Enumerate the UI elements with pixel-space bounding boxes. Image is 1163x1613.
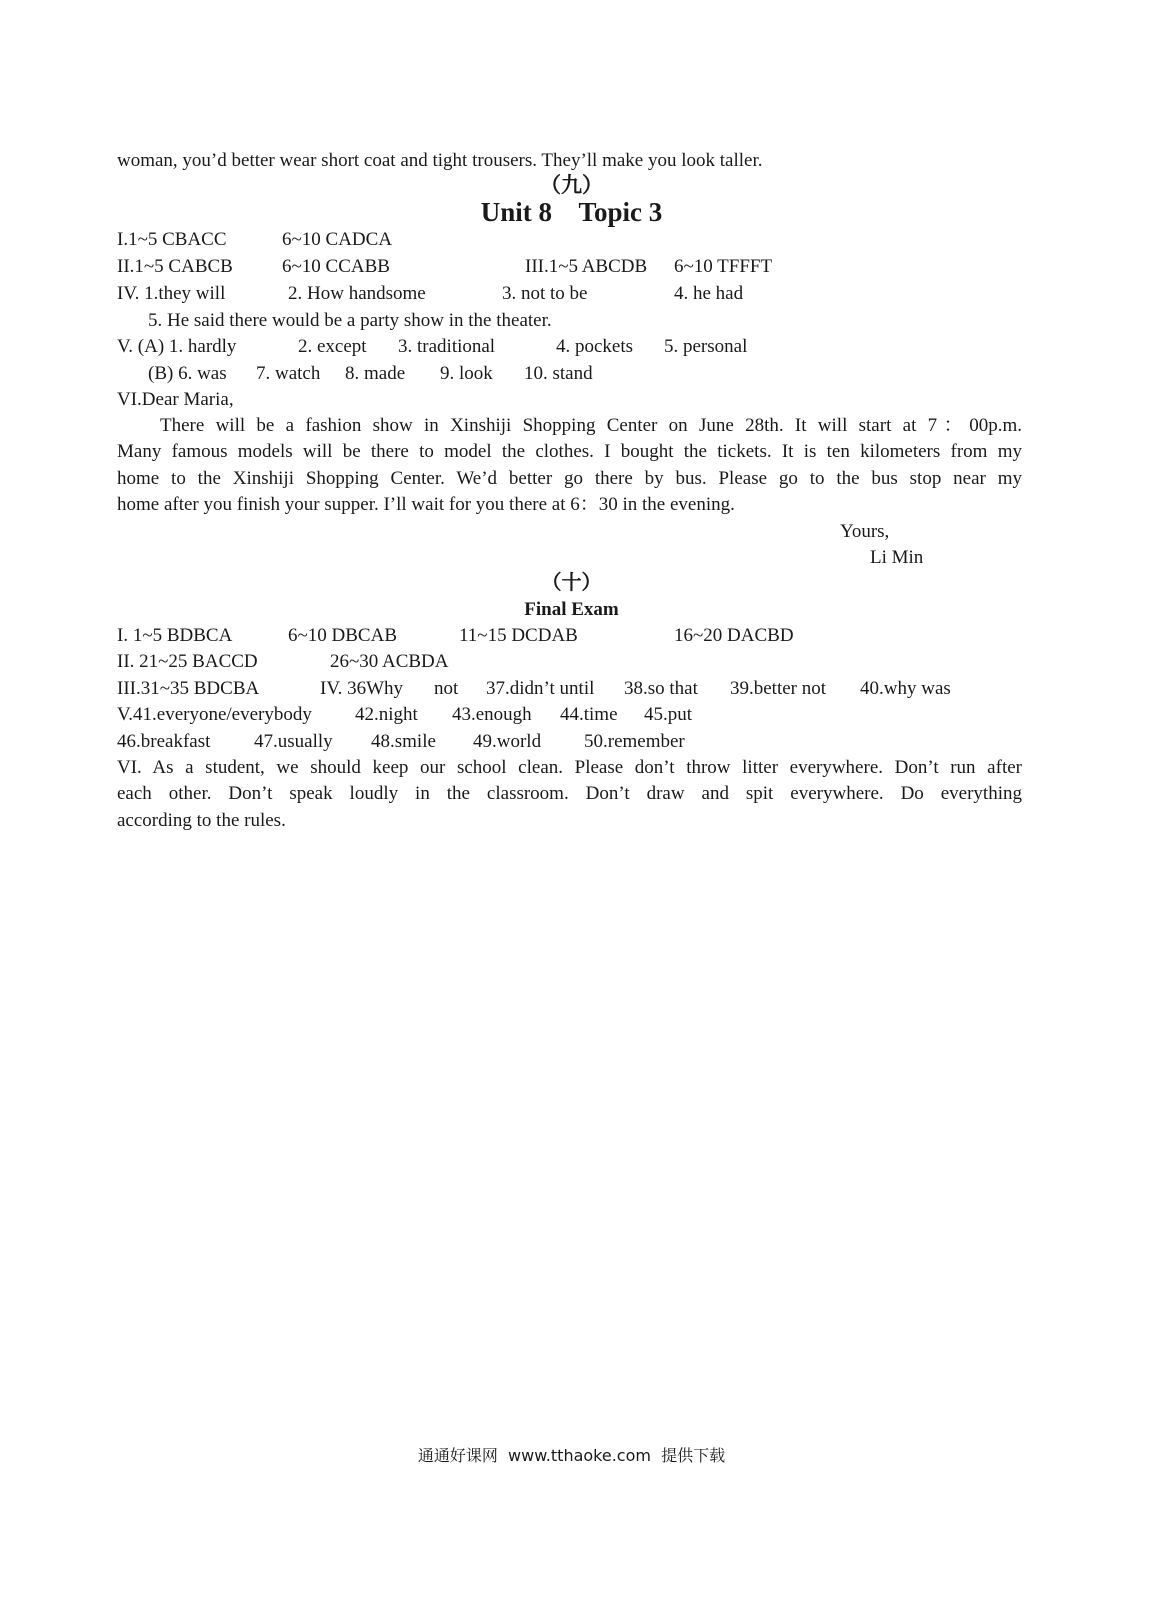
paragraph-line: VI. As a student, we should keep our school clean. Please don’t throw litter everywhere. Don’t run after [117, 757, 1022, 778]
answer-group: 39.better not [730, 678, 827, 699]
answer-group: V.41.everyone/everybody [117, 704, 312, 725]
answer-group: 3. traditional [398, 336, 496, 357]
answer-group: 5. personal [664, 336, 748, 357]
section-marker: （十） [541, 572, 602, 594]
letter-line: Many famous models will be there to model the clothes. I bought the tickets. It is ten kilometers from my [117, 441, 1022, 462]
answer-group: 9. look [440, 363, 493, 384]
answer-group: 50.remember [584, 731, 685, 752]
answer-group: 6~10 CADCA [282, 229, 393, 250]
answer-group: III.1~5 ABCDB [525, 256, 648, 277]
section-heading: Final Exam [524, 599, 619, 620]
answer-group: not [434, 678, 459, 699]
letter-line: home after you finish your supper. I’ll wait for you there at 6：30 in the evening. [117, 494, 735, 515]
answer-group: 45.put [644, 704, 693, 725]
answer-group: 6~10 DBCAB [288, 625, 397, 646]
text-line: woman, you’d better wear short coat and tight trousers. They’ll make you look taller. [117, 150, 763, 171]
answer-group: 48.smile [371, 731, 436, 752]
letter-line: home to the Xinshiji Shopping Center. We’d better go there by bus. Please go to the bus stop near my [117, 468, 1022, 489]
answer-group: 26~30 ACBDA [330, 651, 449, 672]
answer-group: 4. pockets [556, 336, 634, 357]
answer-group: 2. How handsome [288, 283, 426, 304]
answer-group: II.1~5 CABCB [117, 256, 233, 277]
letter-closing: Yours, [840, 521, 890, 542]
answer-group: 3. not to be [502, 283, 588, 304]
answer-group: III.31~35 BDCBA [117, 678, 260, 699]
answer-group: 37.didn’t until [486, 678, 595, 699]
section-marker: （九） [540, 173, 603, 197]
answer-group: I. 1~5 BDBCA [117, 625, 233, 646]
answer-group: 8. made [345, 363, 406, 384]
letter-signature: Li Min [870, 547, 924, 568]
answer-group: 44.time [560, 704, 618, 725]
answer-group: 43.enough [452, 704, 532, 725]
answer-group: II. 21~25 BACCD [117, 651, 258, 672]
answer-group: 6~10 CCABB [282, 256, 390, 277]
paragraph-line: each other. Don’t speak loudly in the classroom. Don’t draw and spit everywhere. Do everything [117, 783, 1022, 804]
answer-group: 42.night [355, 704, 418, 725]
answer-sentence: 5. He said there would be a party show in the theater. [148, 310, 552, 331]
answer-group: V. (A) 1. hardly [117, 336, 237, 357]
answer-group: 46.breakfast [117, 731, 211, 752]
section-heading: Unit 8 Topic 3 [480, 197, 663, 227]
answer-group: IV. 36Why [320, 678, 404, 699]
answer-group: 6~10 TFFFT [674, 256, 773, 277]
answer-group: 11~15 DCDAB [459, 625, 578, 646]
answer-group: 16~20 DACBD [674, 625, 794, 646]
answer-group: 10. stand [524, 363, 593, 384]
answer-group: 47.usually [254, 731, 333, 752]
answer-group: 40.why was [860, 678, 951, 699]
answer-group: 38.so that [624, 678, 698, 699]
answer-group: 4. he had [674, 283, 744, 304]
answer-group: (B) 6. was [148, 363, 227, 384]
answer-group: IV. 1.they will [117, 283, 226, 304]
answer-group: 49.world [473, 731, 542, 752]
letter-line: There will be a fashion show in Xinshiji Shopping Center on June 28th. It will start at 7：00p.m. [160, 415, 1022, 436]
page-footer: 通通好课网 www.tthaoke.com 提供下载 [417, 1446, 726, 1465]
answer-group: I.1~5 CBACC [117, 229, 227, 250]
paragraph-line: according to the rules. [117, 810, 286, 831]
answer-group: 2. except [298, 336, 367, 357]
letter-greeting: VI.Dear Maria, [117, 389, 234, 410]
answer-group: 7. watch [256, 363, 321, 384]
